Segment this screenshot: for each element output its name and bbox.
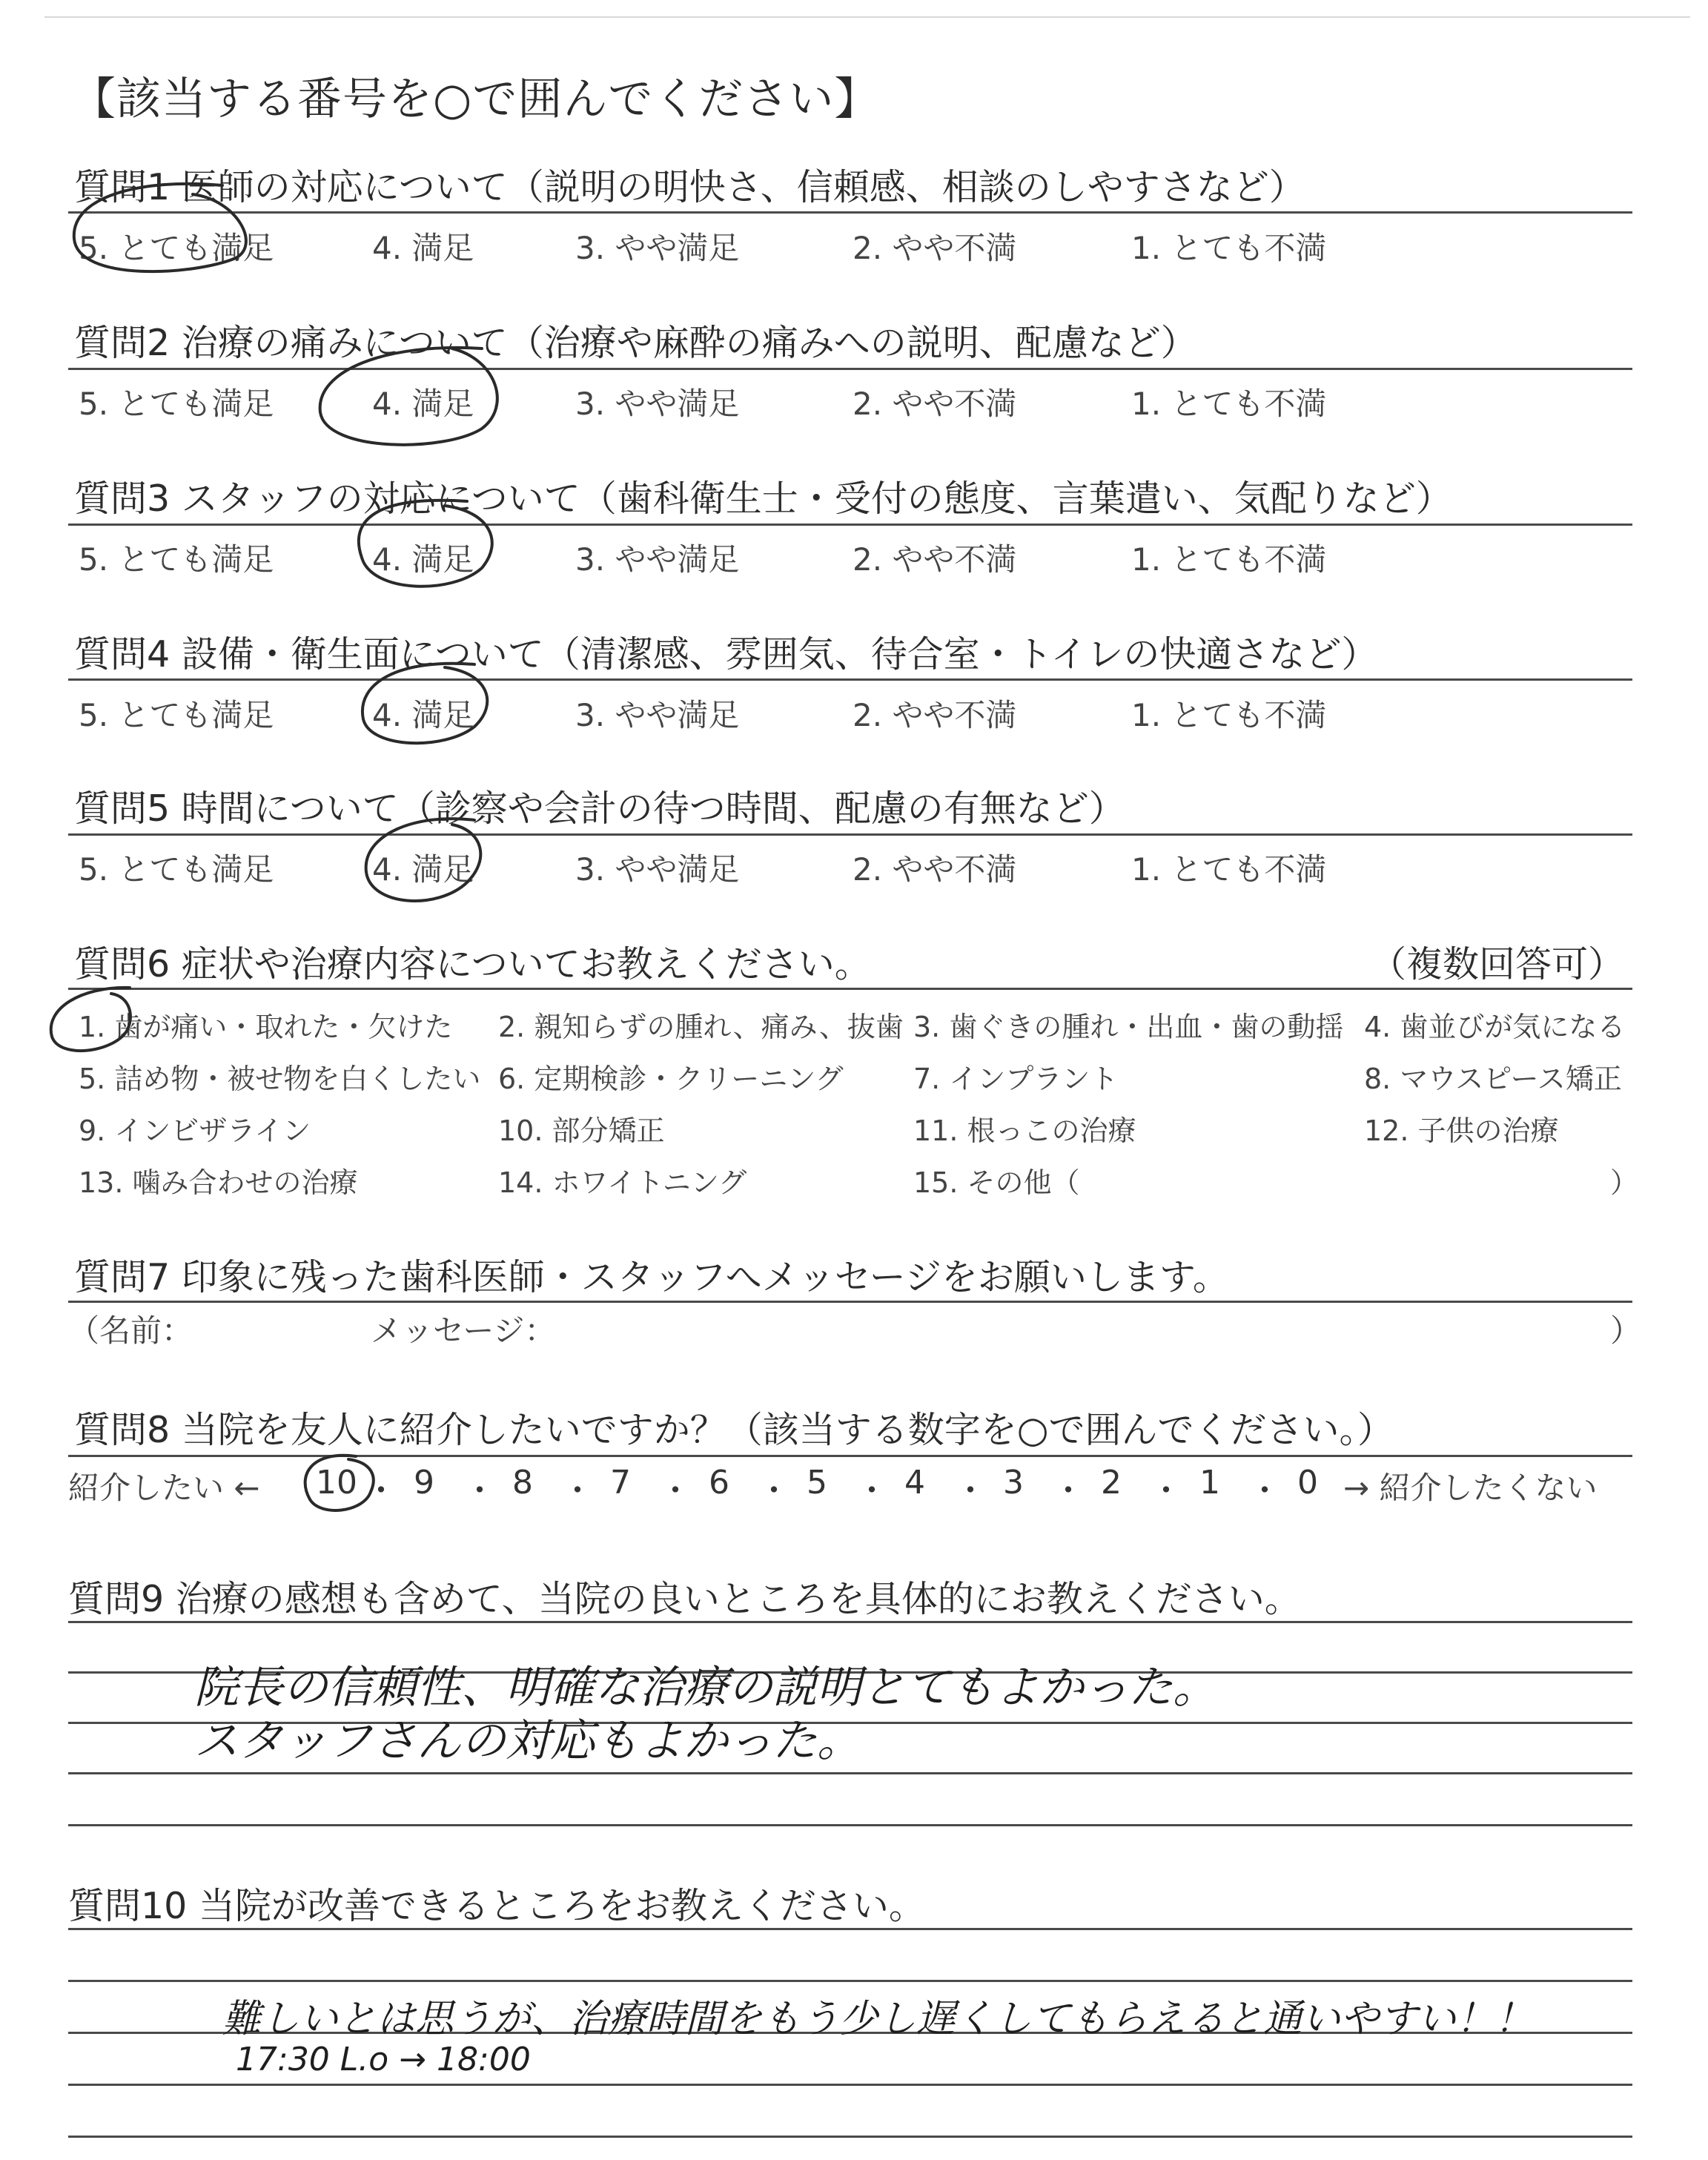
scale-value-10[interactable]: 10 [316,1464,357,1502]
question-3-title: 質問3 スタッフの対応について（歯科衛生士・受付の態度、言葉遣い、気配りなど） [74,478,1452,520]
q4-option-4[interactable]: 4. 満足 [372,697,474,733]
q1-option-1[interactable]: 1. とても不満 [1131,230,1327,266]
q6-option-15[interactable]: 15. その他（ [913,1166,1080,1199]
scale-separator: ・ [365,1472,397,1510]
q5-option-4[interactable]: 4. 満足 [372,851,474,888]
q3-option-5[interactable]: 5. とても満足 [79,541,274,578]
q6-option-6[interactable]: 6. 定期検診・クリーニング [498,1063,844,1095]
scale-separator: ・ [1248,1472,1281,1510]
q1-option-5[interactable]: 5. とても満足 [79,230,274,266]
q9-line-1 [68,1621,1632,1623]
scale-value-0[interactable]: 0 [1297,1464,1318,1502]
q7-message-label: メッセージ： [371,1312,556,1349]
page-top-edge [44,16,1690,18]
q6-option-14[interactable]: 14. ホワイトニング [498,1166,747,1199]
question-5-rule [68,833,1632,836]
q10-line-4 [68,2084,1632,2086]
q6-option-5[interactable]: 5. 詰め物・被せ物を白くしたい [79,1063,481,1095]
question-4-rule [68,678,1632,681]
q6-option-13[interactable]: 13. 噛み合わせの治療 [79,1166,358,1199]
scale-value-8[interactable]: 8 [512,1464,533,1502]
q7-name-label: （名前： [68,1312,193,1349]
question-2-title: 質問2 治療の痛みについて（治療や麻酔の痛みへの説明、配慮など） [74,322,1197,364]
scale-separator: ・ [463,1472,496,1510]
scale-separator: ・ [855,1472,888,1510]
scale-separator: ・ [758,1472,790,1510]
q6-option-3[interactable]: 3. 歯ぐきの腫れ・出血・歯の動揺 [913,1011,1344,1043]
q4-option-1[interactable]: 1. とても不満 [1131,697,1327,733]
question-7-title: 質問7 印象に残った歯科医師・スタッフへメッセージをお願いします。 [74,1256,1229,1298]
q2-option-5[interactable]: 5. とても満足 [79,386,274,422]
question-9-title: 質問9 治療の感想も含めて、当院の良いところを具体的にお教えください。 [68,1578,1301,1620]
question-1-rule [68,211,1632,214]
q8-right-label: → 紹介したくない [1343,1470,1598,1506]
question-4-title: 質問4 設備・衛生面について（清潔感、雰囲気、待合室・トイレの快適さなど） [74,633,1378,676]
q10-line-5 [68,2136,1632,2138]
q6-option-11[interactable]: 11. 根っこの治療 [913,1114,1136,1147]
q5-option-2[interactable]: 2. やや不満 [853,851,1017,888]
scale-value-6[interactable]: 6 [709,1464,729,1502]
scale-separator: ・ [561,1472,594,1510]
question-5-title: 質問5 時間について（診察や会計の待つ時間、配慮の有無など） [74,787,1125,830]
question-1-title: 質問1 医師の対応について（説明の明快さ、信頼感、相談のしやすさなど） [74,166,1305,208]
question-7-rule [68,1301,1632,1303]
q9-line-4 [68,1772,1632,1774]
q3-option-2[interactable]: 2. やや不満 [853,541,1017,578]
q2-option-1[interactable]: 1. とても不満 [1131,386,1327,422]
q10-answer-line-2: 17:30 L.o → 18:00 [236,2041,531,2078]
scale-separator: ・ [954,1472,987,1510]
q6-option-12[interactable]: 12. 子供の治療 [1364,1114,1559,1147]
q1-option-3[interactable]: 3. やや満足 [575,230,740,266]
q5-option-3[interactable]: 3. やや満足 [575,851,740,888]
question-3-rule [68,524,1632,526]
q2-option-2[interactable]: 2. やや不満 [853,386,1017,422]
q10-answer-line-1: 難しいとは思うが、治療時間をもう少し遅くしてもらえると通いやすい！！ [222,1997,1534,2041]
scale-value-2[interactable]: 2 [1101,1464,1122,1502]
q6-option-4[interactable]: 4. 歯並びが気になる [1364,1011,1626,1043]
scale-value-7[interactable]: 7 [610,1464,631,1502]
scale-separator: ・ [1150,1472,1182,1510]
q6-option-8[interactable]: 8. マウスピース矯正 [1364,1063,1622,1095]
q7-close-paren: ） [1610,1312,1642,1349]
q4-option-5[interactable]: 5. とても満足 [79,697,274,733]
page-title: 【該当する番号を○で囲んでください】 [71,73,880,125]
q10-line-2 [68,1980,1632,1982]
q3-option-4[interactable]: 4. 満足 [372,541,474,578]
q1-option-2[interactable]: 2. やや不満 [853,230,1017,266]
scale-separator: ・ [659,1472,692,1510]
q3-option-1[interactable]: 1. とても不満 [1131,541,1327,578]
q2-option-3[interactable]: 3. やや満足 [575,386,740,422]
q9-line-5 [68,1824,1632,1826]
q6-option-10[interactable]: 10. 部分矯正 [498,1114,665,1147]
question-6-note: （複数回答可） [1370,943,1625,985]
scale-separator: ・ [1052,1472,1085,1510]
q6-option-1[interactable]: 1. 歯が痛い・取れた・欠けた [79,1011,453,1043]
q4-option-2[interactable]: 2. やや不満 [853,697,1017,733]
question-10-title: 質問10 当院が改善できるところをお教えください。 [68,1885,925,1927]
question-8-title: 質問8 当院を友人に紹介したいですか？（該当する数字を○で囲んでください。） [74,1409,1394,1451]
question-8-rule [68,1455,1632,1457]
q6-other-close-paren: ） [1610,1166,1639,1199]
q2-option-4[interactable]: 4. 満足 [372,386,474,422]
q10-line-1 [68,1928,1632,1930]
q9-answer-line-1: 院長の信頼性、明確な治療の説明とてもよかった。 [194,1662,1217,1714]
q6-option-9[interactable]: 9. インビザライン [79,1114,311,1147]
q8-left-label: 紹介したい ← [68,1470,260,1506]
scale-value-5[interactable]: 5 [807,1464,827,1502]
question-2-rule [68,368,1632,370]
scale-value-1[interactable]: 1 [1199,1464,1220,1502]
question-6-rule [68,988,1632,990]
q1-option-4[interactable]: 4. 満足 [372,230,474,266]
scale-value-9[interactable]: 9 [414,1464,434,1502]
q9-answer-line-2: スタッフさんの対応もよかった。 [194,1715,861,1767]
q4-option-3[interactable]: 3. やや満足 [575,697,740,733]
q3-option-3[interactable]: 3. やや満足 [575,541,740,578]
scale-value-4[interactable]: 4 [904,1464,925,1502]
q6-option-7[interactable]: 7. インプラント [913,1063,1119,1095]
scale-value-3[interactable]: 3 [1003,1464,1024,1502]
q5-option-1[interactable]: 1. とても不満 [1131,851,1327,888]
q6-option-2[interactable]: 2. 親知らずの腫れ、痛み、抜歯 [498,1011,904,1043]
q5-option-5[interactable]: 5. とても満足 [79,851,274,888]
question-6-title: 質問6 症状や治療内容についてお教えください。 [74,943,871,985]
